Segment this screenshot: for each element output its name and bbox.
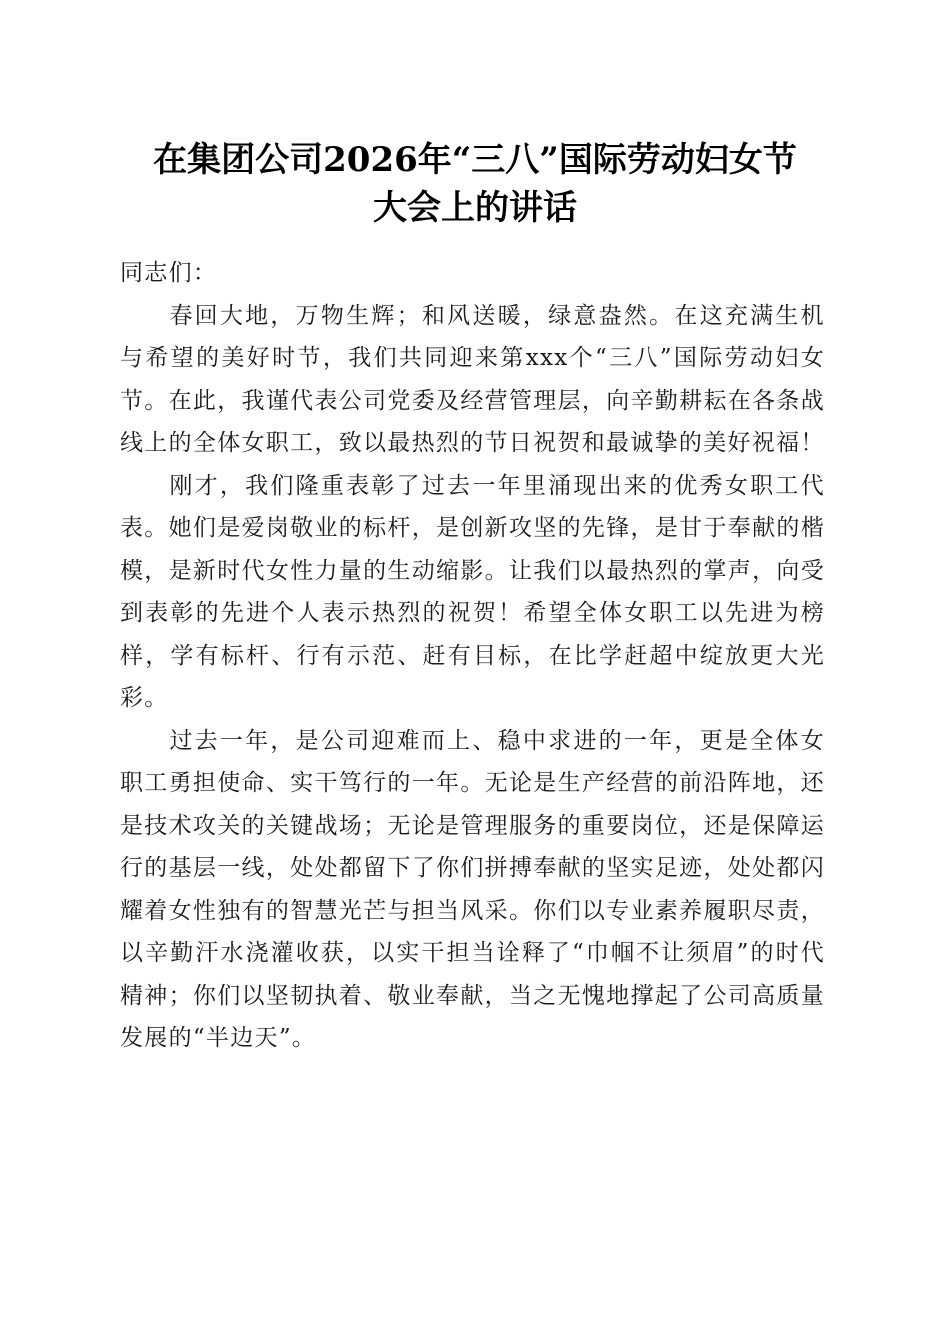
title-line-1: 在集团公司2026年“三八”国际劳动妇女节 — [153, 140, 797, 180]
paragraph-1: 春回大地，万物生辉；和风送暖，绿意盎然。在这充满生机与希望的美好时节，我们共同迎来第xxx个“三八”国际劳动妇女节。在此，我谨代表公司党委及经营管理层，向辛勤耕耘在各条战线上的全体女职工，致以最热烈的节日祝贺和最诚挚的美好祝福！ — [120, 302, 825, 456]
document-title — [80, 136, 870, 232]
paragraph-2: 刚才，我们隆重表彰了过去一年里涌现出来的优秀女职工代表。她们是爱岗敬业的标杆，是创新攻坚的先锋，是甘于奉献的楷模，是新时代女性力量的生动缩影。让我们以最热烈的掌声，向受到表彰的先进个人表示热烈的祝贺！希望全体女职工以先进为榜样，学有标杆、行有示范、赶有目标，在比学赶超中绽放更大光彩。 — [120, 472, 825, 711]
document-body — [120, 252, 825, 1060]
salutation: 同志们： — [120, 260, 218, 286]
paragraph-3: 过去一年，是公司迎难而上、稳中求进的一年，更是全体女职工勇担使命、实干笃行的一年。无论是生产经营的前沿阵地，还是技术攻关的关键战场；无论是管理服务的重要岗位，还是保障运行的基层一线，处处都留下了你们拼搏奉献的坚实足迹，处处都闪耀着女性独有的智慧光芒与担当风采。你们以专业素养履职尽责，以辛勤汗水浇灌收获，以实干担当诠释了“巾帼不让须眉”的时代精神；你们以坚韧执着、敬业奉献，当之无愧地撑起了公司高质量发展的“半边天”。 — [120, 727, 825, 1051]
title-line-2: 大会上的讲话 — [373, 188, 577, 228]
